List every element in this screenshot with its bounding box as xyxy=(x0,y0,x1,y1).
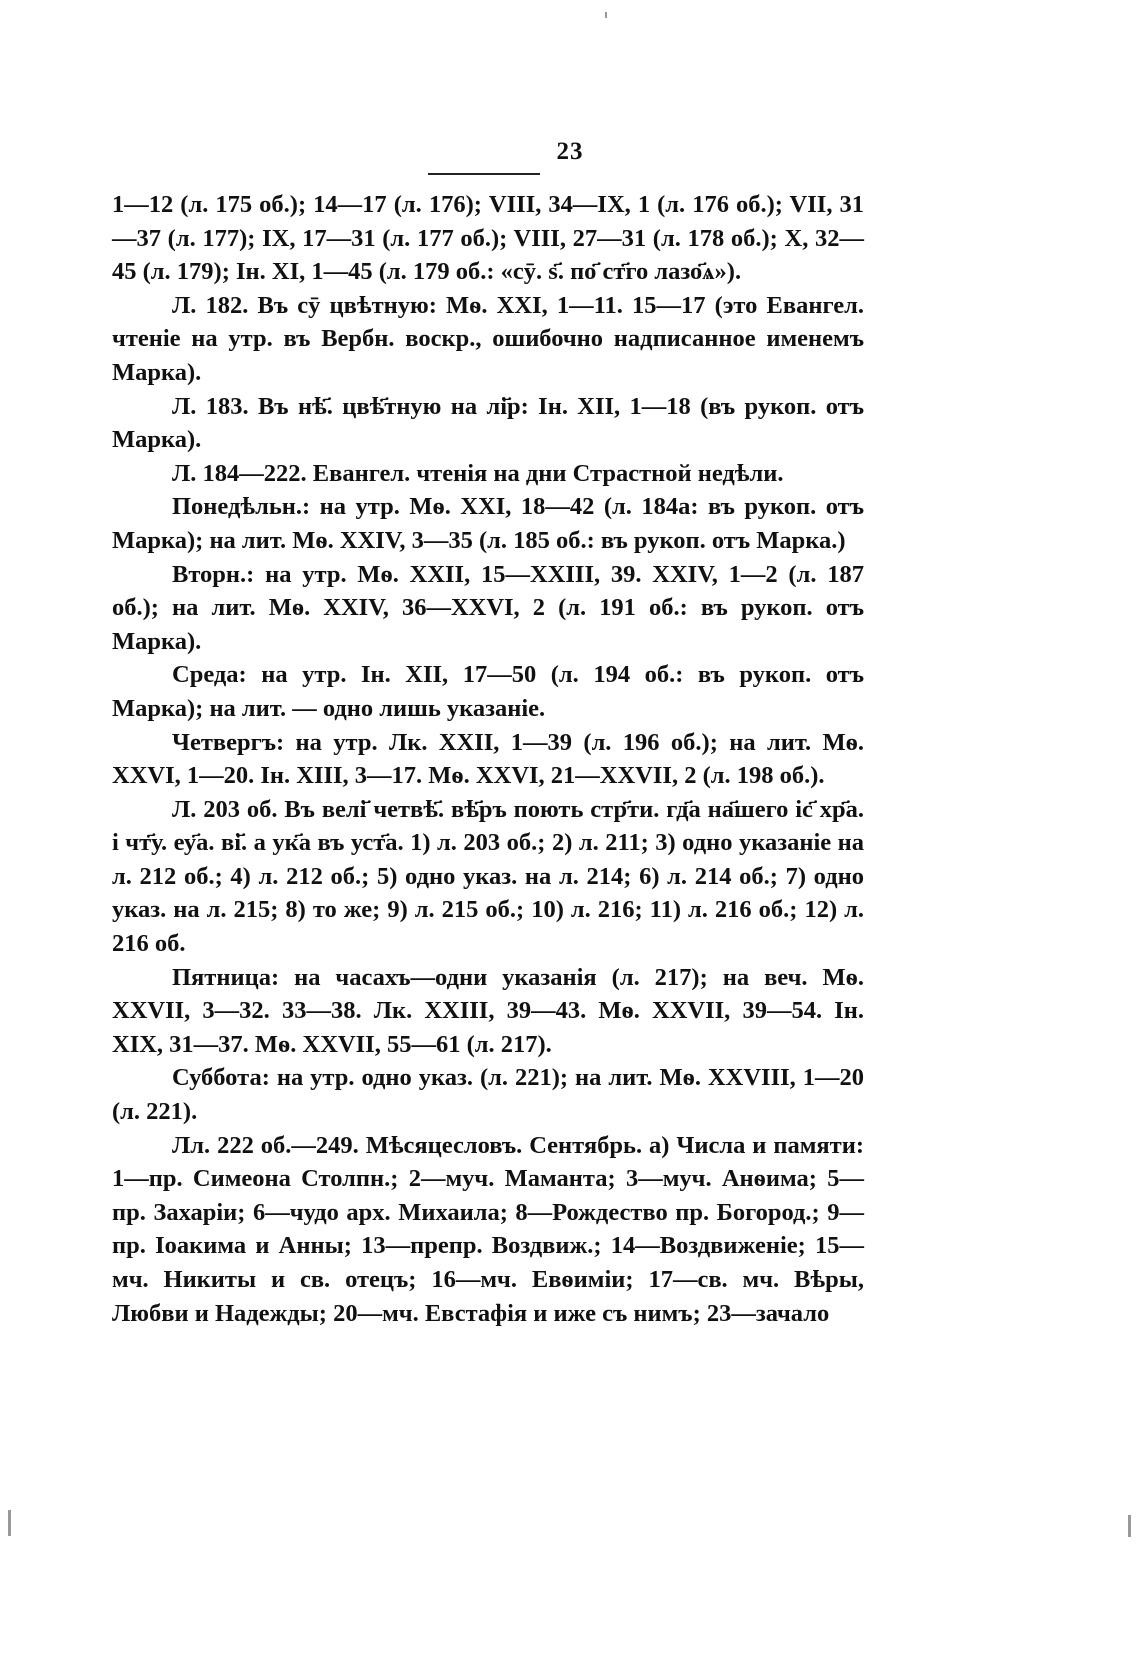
page-number-rule xyxy=(428,173,540,175)
page-number: 23 xyxy=(556,138,584,165)
paragraph-saturday: Суббота: на утр. одно указ. (л. 221); на лит. Мѳ. XXVIII, 1—20 (л. 221). xyxy=(112,1064,864,1126)
paragraph-l182: Л. 182. Въ сӯ цвѣтную: Мѳ. XXI, 1—11. 15—17 (это Евангел. чтеніе на утр. въ Вербн. воскр., ошибочно надписанное именемъ Марка). xyxy=(112,291,864,386)
scan-mark-right xyxy=(1128,1515,1131,1537)
scan-mark-top xyxy=(605,12,607,18)
paragraph-monday: Понедѣльн.: на утр. Мѳ. XXI, 18—42 (л. 184а: въ рукоп. отъ Марка); на лит. Мѳ. XXIV, 3—35 (л. 185 об.: въ рукоп. отъ Марка.) xyxy=(112,493,864,554)
text-block xyxy=(112,188,864,1330)
scan-mark-left xyxy=(8,1510,11,1536)
paragraph-tuesday: Вторн.: на утр. Мѳ. XXII, 15—XXIII, 39. XXIV, 1—2 (л. 187 об.); на лит. Мѳ. XXIV, 36—XXVI, 2 (л. 191 об.: въ рукоп. отъ Марка). xyxy=(112,560,864,655)
paragraph-thursday: Четвергъ: на утр. Лк. XXII, 1—39 (л. 196 об.); на лит. Мѳ. XXVI, 1—20. Ін. XIII, 3—17. Мѳ. XXVI, 21—XXVII, 2 (л. 198 об.). xyxy=(112,728,864,790)
paragraph-friday: Пятница: на часахъ—одни указанія (л. 217); на веч. Мѳ. XXVII, 3—32. 33—38. Лк. XXIII, 39—43. Мѳ. XXVII, 39—54. Ін. XIX, 31—37. Мѳ. XXVII, 55—61 (л. 217). xyxy=(112,963,864,1058)
paragraph-continuation: 1—12 (л. 175 об.); 14—17 (л. 176); VIII, 34—IX, 1 (л. 176 об.); VII, 31—37 (л. 177); IX, 17—31 (л. 177 об.); VIII, 27—31 (л. 178 об.); X, 32—45 (л. 179); Ін. XI, 1—45 (л. 179 об.: «сӯ. ѕ҃. по҃ ст҃го лазо҃ѧ»). xyxy=(112,191,864,286)
paragraph-l183: Л. 183. Въ нѣ҃. цвѣ҃тную на лі҃р: Ін. XII, 1—18 (въ рукоп. отъ Марка). xyxy=(112,392,864,454)
paragraph-l203: Л. 203 об. Въ велі҃ четвѣ҃. вѣ҃ръ поють стр҃ти. гд҃а на҃шего іс҃ хр҃а. і чт҃у. еу҃а. ві҃. а ук҃а въ уст҃а. 1) л. 203 об.; 2) л. 211; 3) одно указаніе на л. 212 об.; 4) л. 212 об.; 5) одно указ. на л. 214; 6) л. 214 об.; 7) одно указ. на л. 215; 8) то же; 9) л. 215 об.; 10) л. 216; 11) л. 216 об.; 12) л. 216 об. xyxy=(112,795,864,958)
paragraph-wednesday: Среда: на утр. Ін. XII, 17—50 (л. 194 об.: въ рукоп. отъ Марка); на лит. — одно лишь указаніе. xyxy=(112,661,864,722)
paragraph-l184: Л. 184—222. Евангел. чтенія на дни Страстной недѣли. xyxy=(172,459,784,487)
paragraph-menologion: Лл. 222 об.—249. Мѣсяцесловъ. Сентябрь. а) Числа и памяти: 1—пр. Симеона Столпн.; 2—муч. Маманта; 3—муч. Анѳима; 5—пр. Захаріи; 6—чудо арх. Михаила; 8—Рождество пр. Богород.; 9—пр. Іоакима и Анны; 13—препр. Воздвиж.; 14—Воздвиженіе; 15—мч. Никиты и св. отецъ; 16—мч. Евѳиміи; 17—св. мч. Вѣры, Любви и Надежды; 20—мч. Евстафія и иже съ нимъ; 23—зачало xyxy=(112,1131,864,1327)
